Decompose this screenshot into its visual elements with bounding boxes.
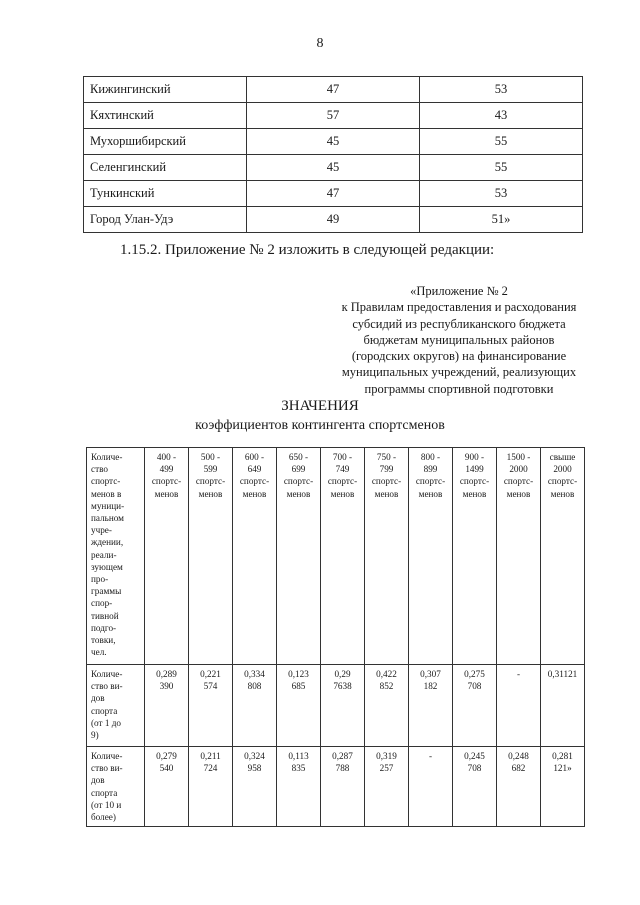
coefficient-cell: 0,221 574 — [189, 665, 233, 747]
annex-line: программы спортивной подготовки — [364, 381, 554, 396]
row-label: Количе- ство ви- дов спорта (от 1 до 9) — [87, 665, 145, 747]
coefficient-cell: 0,334 808 — [233, 665, 277, 747]
page-number: 8 — [316, 36, 324, 51]
coefficient-cell: 0,275 708 — [453, 665, 497, 747]
column-header: свыше 2000 спортс- менов — [541, 448, 585, 665]
coefficient-cell: 0,245 708 — [453, 747, 497, 827]
district-name: Кяхтинский — [84, 103, 247, 129]
share-value: 57 — [247, 103, 420, 129]
coefficient-cell: 0,319 257 — [365, 747, 409, 827]
annex-line: к Правилам предоставления и расходования — [341, 300, 577, 315]
coefficient-cell: 0,248 682 — [497, 747, 541, 827]
column-header: 400 - 499 спортс- менов — [145, 448, 189, 665]
table-row — [84, 77, 583, 103]
district-name: Кижингинский — [84, 77, 247, 103]
column-header: 500 - 599 спортс- менов — [189, 448, 233, 665]
share-value: 47 — [247, 77, 420, 103]
share-value: 55 — [420, 155, 583, 181]
column-header: 700 - 749 спортс- менов — [321, 448, 365, 665]
share-value: 49 — [247, 207, 420, 233]
coefficient-cell: 0,29 7638 — [321, 665, 365, 747]
column-header: 650 - 699 спортс- менов — [277, 448, 321, 665]
document-title: ЗНАЧЕНИЯ — [281, 398, 359, 414]
share-value: 55 — [420, 129, 583, 155]
annex-line: субсидий из республиканского бюджета — [352, 316, 566, 331]
coefficient-cell: 0,123 685 — [277, 665, 321, 747]
coefficient-cell: 0,289 390 — [145, 665, 189, 747]
table-row — [84, 129, 583, 155]
district-name: Тункинский — [84, 181, 247, 207]
column-header: 1500 - 2000 спортс- менов — [497, 448, 541, 665]
coefficient-cell: 0,281 121» — [541, 747, 585, 827]
district-name: Город Улан-Удэ — [84, 207, 247, 233]
document-subtitle: коэффициентов контингента спортсменов — [195, 418, 445, 433]
coefficient-cell: 0,324 958 — [233, 747, 277, 827]
table-row — [84, 181, 583, 207]
coefficient-cell: - — [497, 665, 541, 747]
coefficient-cell: 0,287 788 — [321, 747, 365, 827]
share-value: 45 — [247, 129, 420, 155]
coefficients-table — [86, 447, 585, 827]
annex-heading — [328, 283, 590, 397]
column-header: 800 - 899 спортс- менов — [409, 448, 453, 665]
coefficient-cell: 0,31121 — [541, 665, 585, 747]
column-header: 900 - 1499 спортс- менов — [453, 448, 497, 665]
coefficient-cell: 0,307 182 — [409, 665, 453, 747]
table-header-row — [87, 448, 585, 665]
share-value: 43 — [420, 103, 583, 129]
coefficient-cell: 0,422 852 — [365, 665, 409, 747]
column-header: 600 - 649 спортс- менов — [233, 448, 277, 665]
coefficient-cell: 0,279 540 — [145, 747, 189, 827]
district-name: Мухоршибирский — [84, 129, 247, 155]
share-value: 51» — [420, 207, 583, 233]
table-row — [84, 207, 583, 233]
annex-line: муниципальных учреждений, реализующих — [341, 365, 577, 380]
annex-line: «Приложение № 2 — [410, 284, 508, 298]
table-row — [87, 747, 585, 827]
column-header: 750 - 799 спортс- менов — [365, 448, 409, 665]
amendment-paragraph: 1.15.2. Приложение № 2 изложить в следующей редакции: — [120, 242, 495, 258]
district-share-table — [83, 76, 583, 233]
annex-line: бюджетам муниципальных районов — [363, 332, 555, 347]
coefficient-cell: - — [409, 747, 453, 827]
coefficient-cell: 0,113 835 — [277, 747, 321, 827]
table-row — [84, 103, 583, 129]
district-name: Селенгинский — [84, 155, 247, 181]
table-row — [84, 155, 583, 181]
header-label: Количе- ство спортс- менов в муници- пальном учре- ждении, реали- зующем про- граммы спор- тивной подго- товки, чел. — [87, 448, 145, 665]
share-value: 47 — [247, 181, 420, 207]
share-value: 53 — [420, 181, 583, 207]
share-value: 53 — [420, 77, 583, 103]
coefficient-cell: 0,211 724 — [189, 747, 233, 827]
annex-line: (городских округов) на финансирование — [351, 349, 567, 364]
table-row — [87, 665, 585, 747]
share-value: 45 — [247, 155, 420, 181]
row-label: Количе- ство ви- дов спорта (от 10 и более) — [87, 747, 145, 827]
